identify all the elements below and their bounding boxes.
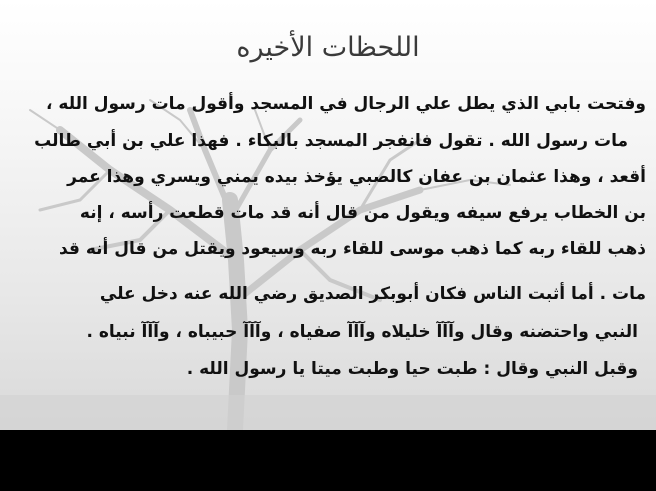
text-line-8: وقبل النبي وقال : طبت حيا وطبت ميتا يا رسول الله . [186,359,638,379]
slide-title: اللحظات الأخيره [236,32,420,63]
text-line-6: مات . أما أثبت الناس فكان أبوبكر الصديق رضي الله عنه دخل علي [99,284,646,304]
text-line-5: ذهب للقاء ربه كما ذهب موسى للقاء ربه وسيعود ويقتل من قال أنه قد [58,239,646,259]
text-line-1: وفتحت بابي الذي يطل علي الرجال في المسجد وأقول مات رسول الله ، [46,94,646,114]
bottom-black-bar [0,430,656,491]
text-line-2: مات رسول الله . تقول فانفجر المسجد بالبكاء . فهذا علي بن أبي طالب [34,131,628,151]
text-line-7: النبي واحتضنه وقال وآآآ خليلاه وآآآ صفياه ، وآآآ حبيباه ، وآآآ نبياه . [86,322,638,342]
text-line-3: أقعد ، وهذا عثمان بن عفان كالصبي يؤخذ بيده يمني ويسري وهذا عمر [67,167,646,187]
text-line-4: بن الخطاب يرفع سيفه ويقول من قال أنه قد مات قطعت رأسه ، إنه [79,203,646,223]
